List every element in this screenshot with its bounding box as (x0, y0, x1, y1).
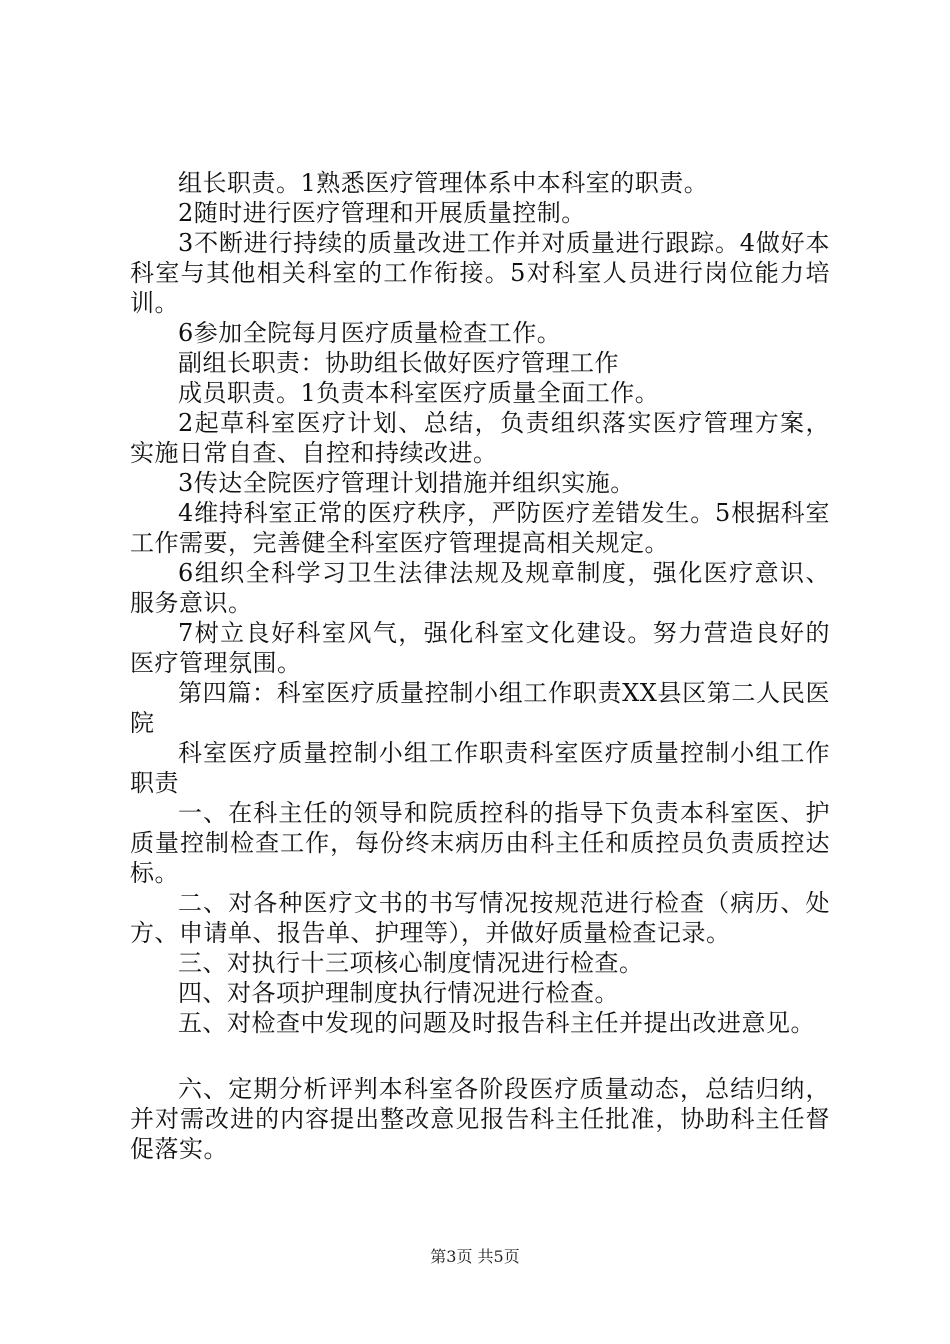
paragraph: 四、对各项护理制度执行情况进行检查。 (178, 979, 619, 1007)
paragraph: 成员职责。1负责本科室医疗质量全面工作。 (178, 379, 660, 407)
paragraph-spacer (130, 1038, 830, 1074)
document-body (130, 168, 830, 1164)
page-number-footer: 第3页 共5页 (430, 1247, 520, 1266)
paragraph: 一、在科主任的领导和院质控科的指导下负责本科室医、护质量控制检查工作，每份终末病历由科主任和质控员负责质控达标。 (130, 799, 830, 887)
paragraph: 3传达全院医疗管理计划措施并组织实施。 (178, 469, 635, 497)
paragraph: 2起草科室医疗计划、总结，负责组织落实医疗管理方案，实施日常自查、自控和持续改进。 (130, 409, 830, 467)
paragraph: 二、对各种医疗文书的书写情况按规范进行检查（病历、处方、申请单、报告单、护理等），并做好质量检查记录。 (130, 889, 830, 947)
section-heading: 第四篇：科室医疗质量控制小组工作职责XX县区第二人民医院 (130, 679, 830, 737)
paragraph: 2随时进行医疗管理和开展质量控制。 (178, 199, 586, 227)
section-subtitle: 科室医疗质量控制小组工作职责科室医疗质量控制小组工作职责 (130, 739, 830, 797)
paragraph: 六、定期分析评判本科室各阶段医疗质量动态，总结归纳，并对需改进的内容提出整改意见报告科主任批准，协助科主任督促落实。 (130, 1075, 830, 1163)
paragraph: 6组织全科学习卫生法律法规及规章制度，强化医疗意识、服务意识。 (130, 559, 830, 617)
paragraph: 3不断进行持续的质量改进工作并对质量进行跟踪。4做好本科室与其他相关科室的工作衔接。5对科室人员进行岗位能力培训。 (130, 229, 830, 317)
paragraph: 7树立良好科室风气，强化科室文化建设。努力营造良好的医疗管理氛围。 (130, 619, 830, 677)
paragraph: 五、对检查中发现的问题及时报告科主任并提出改进意见。 (178, 1009, 815, 1037)
paragraph: 三、对执行十三项核心制度情况进行检查。 (178, 949, 644, 977)
paragraph: 组长职责。1熟悉医疗管理体系中本科室的职责。 (178, 169, 709, 197)
paragraph: 6参加全院每月医疗质量检查工作。 (178, 319, 562, 347)
paragraph: 4维持科室正常的医疗秩序，严防医疗差错发生。5根据科室工作需要，完善健全科室医疗管理提高相关规定。 (130, 499, 830, 557)
paragraph: 副组长职责：协助组长做好医疗管理工作 (178, 349, 619, 377)
